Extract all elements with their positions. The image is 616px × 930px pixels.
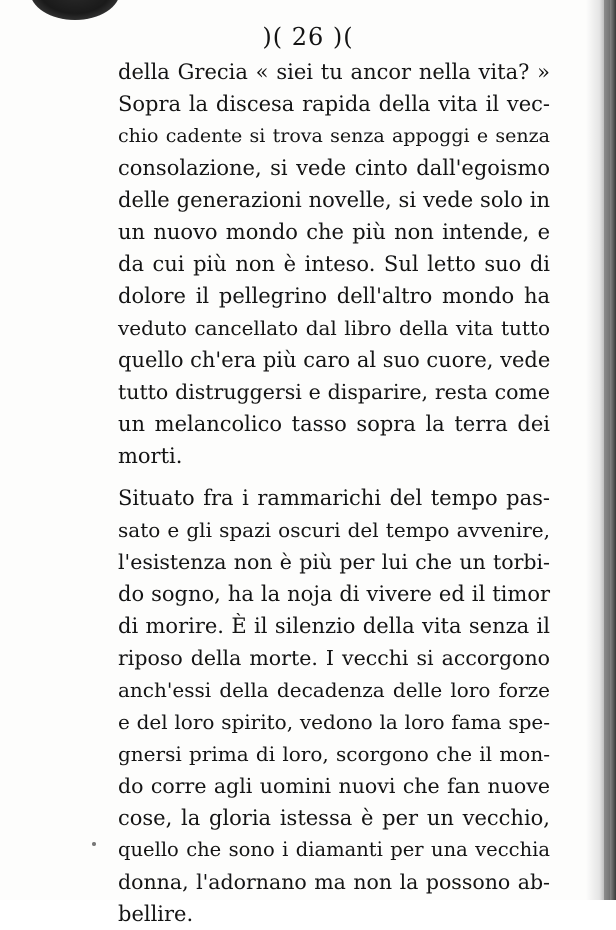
text-line: quello che sono i diamanti per una vecchia (118, 838, 550, 861)
text-line: cose, la gloria istessa è per un vecchio, (118, 806, 550, 830)
text-line: quello ch'era più caro al suo cuore, vede (118, 348, 551, 372)
text-line: Sopra la discesa rapida della vita il vec- (118, 92, 550, 116)
text-line: donna, l'adornano ma non la possono ab- (118, 870, 550, 894)
text-line: sato e gli spazi oscuri del tempo avvenire, (118, 518, 550, 542)
paragraph-2 (118, 482, 550, 930)
text-line: e del loro spirito, vedono la loro fama spe- (118, 710, 550, 734)
text-line: consolazione, si vede cinto dall'egoismo (118, 156, 550, 180)
binding-edge (604, 0, 610, 900)
page-number-header: )( 26 )( (262, 23, 354, 51)
text-line: da cui più non è inteso. Sul letto suo di (118, 252, 550, 276)
text-line: anch'essi della decadenza delle loro forze (118, 678, 550, 702)
text-line: Situato fra i rammarichi del tempo pas- (118, 486, 550, 510)
text-line: gnersi prima di loro, scorgono che il mon- (118, 742, 550, 766)
text-line: veduto cancellato dal libro della vita tutto (118, 316, 550, 340)
body-text (118, 56, 550, 930)
text-line: do sogno, ha la noja di vivere ed il timor (118, 582, 550, 606)
text-line: do corre agli uomini nuovi che fan nuove (118, 774, 550, 798)
text-line: morti. (118, 444, 183, 468)
text-line: riposo della morte. I vecchi si accorgono (118, 646, 550, 670)
text-line: un nuovo mondo che più non intende, e (118, 220, 550, 244)
binding-shadow (586, 0, 616, 900)
text-line: l'esistenza non è più per lui che un torbi- (118, 550, 550, 574)
text-line: un melancolico tasso sopra la terra dei (118, 412, 550, 436)
text-line: tutto distruggersi e disparire, resta come (118, 380, 550, 404)
text-line: di morire. È il silenzio della vita senza il (118, 614, 550, 638)
text-line: chio cadente si trova senza appoggi e senza (118, 125, 550, 147)
text-line: dolore il pellegrino dell'altro mondo ha (118, 284, 550, 308)
ink-speck (92, 842, 96, 846)
text-line: delle generazioni novelle, si vede solo in (118, 188, 550, 212)
paragraph-1 (118, 56, 550, 472)
text-line: bellire. (118, 902, 194, 926)
text-line: della Grecia « siei tu ancor nella vita? » (118, 60, 550, 84)
corner-shadow (30, 0, 120, 20)
